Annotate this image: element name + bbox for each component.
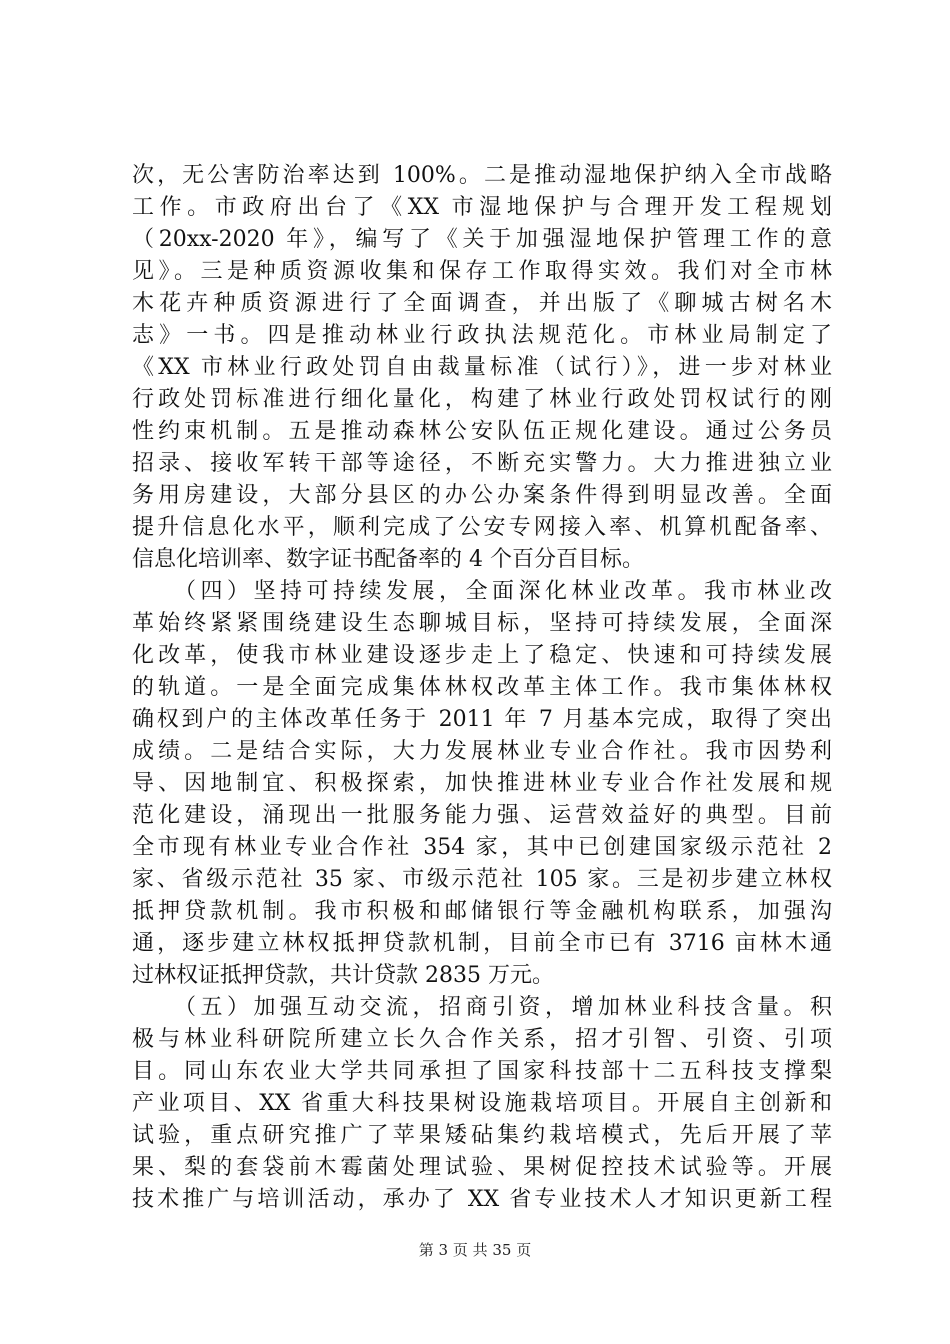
text-line: 过林权证抵押贷款，共计贷款 2835 万元。 <box>132 963 554 988</box>
text-line: 产业项目、XX 省重大科技果树设施栽培项目。开展自主创新和 <box>132 1091 832 1116</box>
text-line: 木花卉种质资源进行了全面调查，并出版了《聊城古树名木 <box>132 291 832 316</box>
text-line: 成绩。二是结合实际，大力发展林业专业合作社。我市因势利 <box>132 739 832 764</box>
text-line: 的轨道。一是全面完成集体林权改革主体工作。我市集体林权 <box>132 675 832 700</box>
text-line: 《XX 市林业行政处罚自由裁量标准（试行）》，进一步对林业 <box>132 355 832 380</box>
text-line: 范化建设，涌现出一批服务能力强、运营效益好的典型。目前 <box>132 803 832 828</box>
text-line: 通，逐步建立林权抵押贷款机制，目前全市已有 3716 亩林木通 <box>132 931 832 956</box>
text-line: （五）加强互动交流，招商引资，增加林业科技含量。积 <box>132 995 832 1020</box>
paragraph-2 <box>132 576 832 992</box>
paragraph-1 <box>132 160 832 576</box>
text-line: （四）坚持可持续发展，全面深化林业改革。我市林业改 <box>132 579 832 604</box>
text-line: 目。同山东农业大学共同承担了国家科技部十二五科技支撑梨 <box>132 1059 832 1084</box>
text-line: 确权到户的主体改革任务于 2011 年 7 月基本完成，取得了突出 <box>132 707 832 732</box>
text-line: 行政处罚标准进行细化量化，构建了林业行政处罚权试行的刚 <box>132 387 832 412</box>
text-line: 提升信息化水平，顺利完成了公安专网接入率、机算机配备率、 <box>132 515 832 540</box>
text-line: 果、梨的套袋前木霉菌处理试验、果树促控技术试验等。开展 <box>132 1155 832 1180</box>
text-line: 家、省级示范社 35 家、市级示范社 105 家。三是初步建立林权 <box>132 867 832 892</box>
paragraph-3 <box>132 992 832 1216</box>
text-line: 革始终紧紧围绕建设生态聊城目标，坚持可持续发展，全面深 <box>132 611 832 636</box>
text-line: 务用房建设，大部分县区的办公办案条件得到明显改善。全面 <box>132 483 832 508</box>
text-line: 化改革，使我市林业建设逐步走上了稳定、快速和可持续发展 <box>132 643 832 668</box>
text-line: 志》一书。四是推动林业行政执法规范化。市林业局制定了 <box>132 323 832 348</box>
text-line: 导、因地制宜、积极探索，加快推进林业专业合作社发展和规 <box>132 771 832 796</box>
text-line: 招录、接收军转干部等途径，不断充实警力。大力推进独立业 <box>132 451 832 476</box>
text-line: 试验，重点研究推广了苹果矮砧集约栽培模式，先后开展了苹 <box>132 1123 832 1148</box>
text-line: 全市现有林业专业合作社 354 家，其中已创建国家级示范社 2 <box>132 835 832 860</box>
page-number-footer: 第 3 页 共 35 页 <box>418 1241 532 1259</box>
text-line: （20xx-2020 年》，编写了《关于加强湿地保护管理工作的意 <box>132 227 832 252</box>
text-line: 性约束机制。五是推动森林公安队伍正规化建设。通过公务员 <box>132 419 832 444</box>
text-line: 见》。三是种质资源收集和保存工作取得实效。我们对全市林 <box>132 259 832 284</box>
text-line: 信息化培训率、数字证书配备率的 4 个百分百目标。 <box>132 547 644 572</box>
text-line: 工作。市政府出台了《XX 市湿地保护与合理开发工程规划 <box>132 195 832 220</box>
text-line: 极与林业科研院所建立长久合作关系，招才引智、引资、引项 <box>132 1027 832 1052</box>
text-line: 技术推广与培训活动，承办了 XX 省专业技术人才知识更新工程 <box>132 1187 832 1212</box>
text-line: 次，无公害防治率达到 100%。二是推动湿地保护纳入全市战略 <box>132 163 832 188</box>
document-body <box>132 160 832 1216</box>
text-line: 抵押贷款机制。我市积极和邮储银行等金融机构联系，加强沟 <box>132 899 832 924</box>
